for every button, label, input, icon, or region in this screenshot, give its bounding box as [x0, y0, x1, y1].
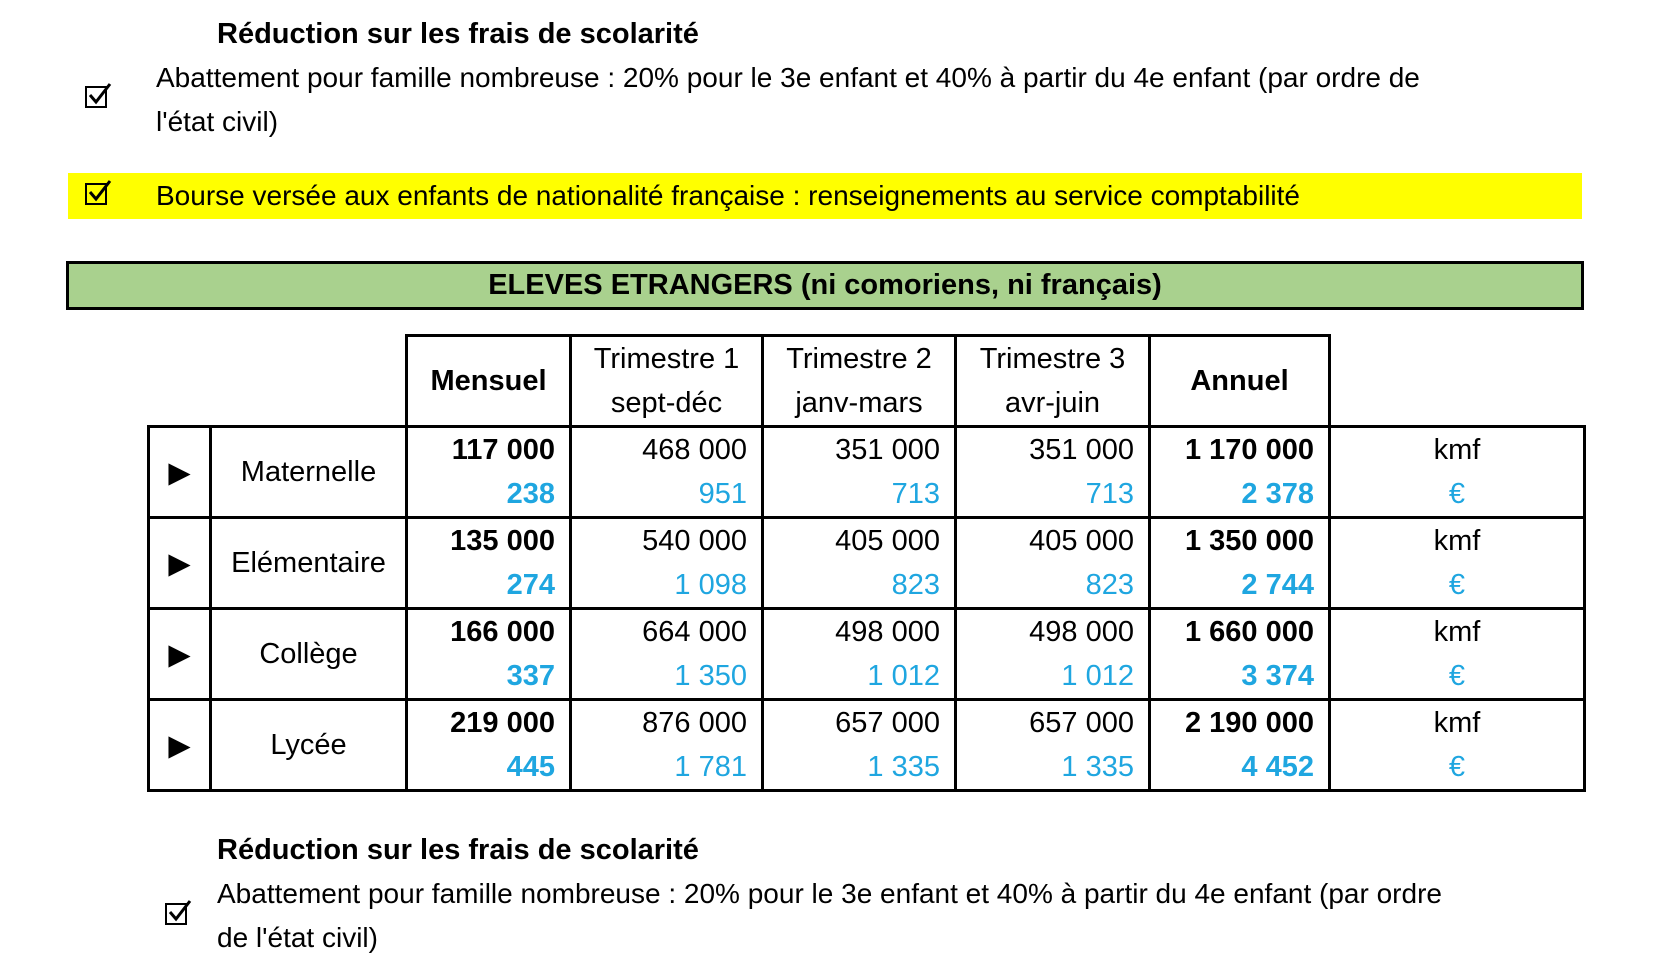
trimestre-2-cell: [763, 427, 956, 518]
mensuel-kmf: 219 000: [450, 707, 555, 739]
unit-cell: [1330, 700, 1585, 791]
header-empty: [1330, 336, 1585, 427]
fees-table: [147, 334, 1586, 792]
mensuel-kmf: 166 000: [450, 616, 555, 648]
checkbox-checked-icon: [85, 86, 107, 108]
annuel-cell: [1150, 609, 1330, 700]
top-discount-line2: l'état civil): [156, 106, 279, 137]
table-row: [149, 518, 1585, 609]
header-annuel: Annuel: [1150, 336, 1330, 427]
mensuel-eur: 274: [506, 569, 555, 601]
trimestre-3-cell: [956, 609, 1150, 700]
unit-kmf: kmf: [1433, 525, 1481, 557]
header-empty: [149, 336, 211, 427]
trimestre-3-eur: 1 335: [1061, 751, 1134, 783]
trimestre-2-cell: [763, 609, 956, 700]
trimestre-2-kmf: 351 000: [835, 434, 940, 466]
scholarship-text: Bourse versée aux enfants de nationalité française : renseignements au service comptabilité: [156, 180, 1300, 211]
unit-kmf: kmf: [1433, 616, 1481, 648]
mensuel-cell: [407, 427, 571, 518]
trimestre-2-eur: 713: [891, 478, 940, 510]
unit-cell: [1330, 427, 1585, 518]
trimestre-3-eur: 1 012: [1061, 660, 1134, 692]
header-trimestre-2-period: janv-mars: [795, 387, 923, 419]
trimestre-1-eur: 1 098: [674, 569, 747, 601]
trimestre-3-kmf: 351 000: [1029, 434, 1134, 466]
annuel-kmf: 1 170 000: [1184, 434, 1314, 466]
header-trimestre-1: [571, 336, 763, 427]
table-row: [149, 609, 1585, 700]
unit-cell: [1330, 518, 1585, 609]
table-header-row: [149, 336, 1585, 427]
level-name: Collège: [211, 609, 407, 700]
trimestre-3-cell: [956, 700, 1150, 791]
level-name: Elémentaire: [211, 518, 407, 609]
annuel-kmf: 1 660 000: [1184, 616, 1314, 648]
trimestre-2-eur: 823: [891, 569, 940, 601]
trimestre-2-cell: [763, 700, 956, 791]
trimestre-3-cell: [956, 518, 1150, 609]
table-row: [149, 700, 1585, 791]
mensuel-eur: 238: [506, 478, 555, 510]
unit-eur: €: [1448, 660, 1466, 692]
annuel-kmf: 1 350 000: [1184, 525, 1314, 557]
mensuel-eur: 445: [506, 751, 555, 783]
trimestre-2-eur: 1 012: [867, 660, 940, 692]
trimestre-1-cell: [571, 427, 763, 518]
header-trimestre-3-title: Trimestre 3: [979, 343, 1126, 375]
checkbox-checked-icon: [85, 183, 107, 205]
unit-eur: €: [1448, 751, 1466, 783]
bottom-discount-text: [217, 872, 1637, 960]
trimestre-1-cell: [571, 518, 763, 609]
mensuel-kmf: 117 000: [451, 434, 555, 466]
trimestre-2-kmf: 405 000: [835, 525, 940, 557]
table-row: [149, 427, 1585, 518]
trimestre-2-eur: 1 335: [867, 751, 940, 783]
trimestre-3-kmf: 405 000: [1029, 525, 1134, 557]
trimestre-1-kmf: 876 000: [642, 707, 747, 739]
mensuel-kmf: 135 000: [450, 525, 555, 557]
trimestre-3-eur: 713: [1085, 478, 1134, 510]
trimestre-1-kmf: 468 000: [642, 434, 747, 466]
top-discount-line1: Abattement pour famille nombreuse : 20% pour le 3e enfant et 40% à partir du 4e enfant (par ordre de: [156, 62, 1420, 93]
level-name: Lycée: [211, 700, 407, 791]
row-arrow-icon: ▶: [149, 427, 211, 518]
unit-eur: €: [1448, 569, 1466, 601]
mensuel-eur: 337: [506, 660, 555, 692]
mensuel-cell: [407, 609, 571, 700]
annuel-eur: 3 374: [1241, 660, 1314, 692]
header-trimestre-1-period: sept-déc: [610, 387, 723, 419]
annuel-eur: 2 744: [1241, 569, 1314, 601]
trimestre-3-cell: [956, 427, 1150, 518]
header-trimestre-2-title: Trimestre 2: [786, 343, 932, 375]
unit-kmf: kmf: [1433, 707, 1481, 739]
annuel-eur: 4 452: [1241, 751, 1314, 783]
trimestre-1-kmf: 664 000: [642, 616, 747, 648]
annuel-cell: [1150, 700, 1330, 791]
trimestre-2-cell: [763, 518, 956, 609]
level-name: Maternelle: [211, 427, 407, 518]
trimestre-1-eur: 951: [698, 478, 747, 510]
trimestre-3-kmf: 498 000: [1029, 616, 1134, 648]
trimestre-1-kmf: 540 000: [642, 525, 747, 557]
row-arrow-icon: ▶: [149, 700, 211, 791]
trimestre-3-eur: 823: [1085, 569, 1134, 601]
top-discount-text: [156, 56, 1576, 144]
header-mensuel: Mensuel: [407, 336, 571, 427]
header-trimestre-3-period: avr-juin: [1004, 387, 1101, 419]
trimestre-2-kmf: 498 000: [835, 616, 940, 648]
trimestre-3-kmf: 657 000: [1029, 707, 1134, 739]
row-arrow-icon: ▶: [149, 609, 211, 700]
mensuel-cell: [407, 700, 571, 791]
header-empty: [211, 336, 407, 427]
unit-kmf: kmf: [1433, 434, 1481, 466]
annuel-cell: [1150, 518, 1330, 609]
checkbox-checked-icon: [165, 903, 187, 925]
row-arrow-icon: ▶: [149, 518, 211, 609]
top-heading: Réduction sur les frais de scolarité: [217, 18, 699, 50]
unit-cell: [1330, 609, 1585, 700]
bottom-discount-line2: de l'état civil): [217, 922, 378, 953]
annuel-cell: [1150, 427, 1330, 518]
bottom-discount-line1: Abattement pour famille nombreuse : 20% pour le 3e enfant et 40% à partir du 4e enfant (par ordre: [217, 878, 1442, 909]
header-trimestre-1-title: Trimestre 1: [593, 343, 740, 375]
unit-eur: €: [1448, 478, 1466, 510]
mensuel-cell: [407, 518, 571, 609]
trimestre-2-kmf: 657 000: [835, 707, 940, 739]
header-trimestre-2: [763, 336, 956, 427]
annuel-kmf: 2 190 000: [1184, 707, 1314, 739]
trimestre-1-cell: [571, 700, 763, 791]
section-title: ELEVES ETRANGERS (ni comoriens, ni français): [66, 261, 1584, 310]
trimestre-1-eur: 1 781: [674, 751, 747, 783]
annuel-eur: 2 378: [1241, 478, 1314, 510]
trimestre-1-cell: [571, 609, 763, 700]
bottom-heading: Réduction sur les frais de scolarité: [217, 834, 699, 866]
header-trimestre-3: [956, 336, 1150, 427]
trimestre-1-eur: 1 350: [674, 660, 747, 692]
